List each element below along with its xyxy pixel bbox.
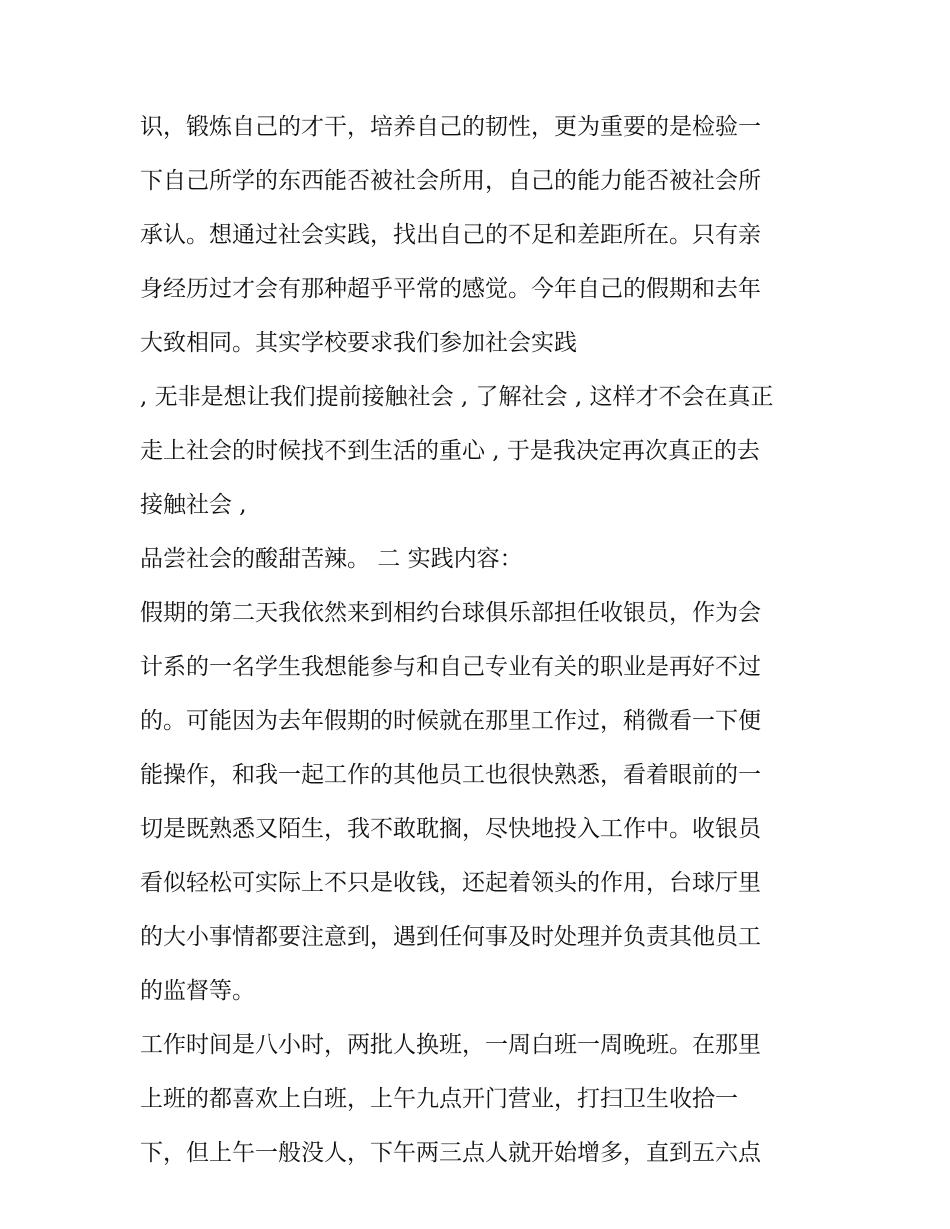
text-line-8: 接触社会 , <box>140 492 247 518</box>
section-heading-line: 品尝社会的酸甜苦辣。 二 实践内容： <box>140 546 523 572</box>
text-line-1: 识，锻炼自己的才干，培养自己的韧性，更为重要的是检验一 <box>140 114 761 140</box>
text-line-13: 能操作，和我一起工作的其他员工也很快熟悉，看着眼前的一 <box>140 762 761 788</box>
text-line-20: 下，但上午一般没人，下午两三点人就开始增多，直到五六点 <box>140 1140 761 1166</box>
text-line-19: 上班的都喜欢上白班，上午九点开门营业，打扫卫生收拾一 <box>140 1086 738 1112</box>
text-line-17: 的监督等。 <box>140 978 255 1004</box>
text-line-16: 的大小事情都要注意到，遇到任何事及时处理并负责其他员工 <box>140 924 761 950</box>
text-line-4: 身经历过才会有那种超乎平常的感觉。今年自己的假期和去年 <box>140 276 761 302</box>
text-line-10: 假期的第二天我依然来到相约台球俱乐部担任收银员，作为会 <box>140 600 761 626</box>
text-line-14: 切是既熟悉又陌生，我不敢耽搁，尽快地投入工作中。收银员 <box>140 816 761 842</box>
text-line-7: 走上社会的时候找不到生活的重心 , 于是我决定再次真正的去 <box>140 438 760 464</box>
text-line-6: , 无非是想让我们提前接触社会 , 了解社会 , 这样才不会在真正 <box>140 384 774 410</box>
text-line-18: 工作时间是八小时，两批人换班，一周白班一周晚班。在那里 <box>140 1032 761 1058</box>
text-line-2: 下自己所学的东西能否被社会所用，自己的能力能否被社会所 <box>140 168 761 194</box>
text-line-5: 大致相同。其实学校要求我们参加社会实践 <box>140 330 577 356</box>
text-line-11: 计系的一名学生我想能参与和自己专业有关的职业是再好不过 <box>140 654 761 680</box>
text-line-12: 的。可能因为去年假期的时候就在那里工作过，稍微看一下便 <box>140 708 761 734</box>
text-line-3: 承认。想通过社会实践，找出自己的不足和差距所在。只有亲 <box>140 222 761 248</box>
body-text <box>140 100 820 1180</box>
text-line-15: 看似轻松可实际上不只是收钱，还起着领头的作用，台球厅里 <box>140 870 761 896</box>
